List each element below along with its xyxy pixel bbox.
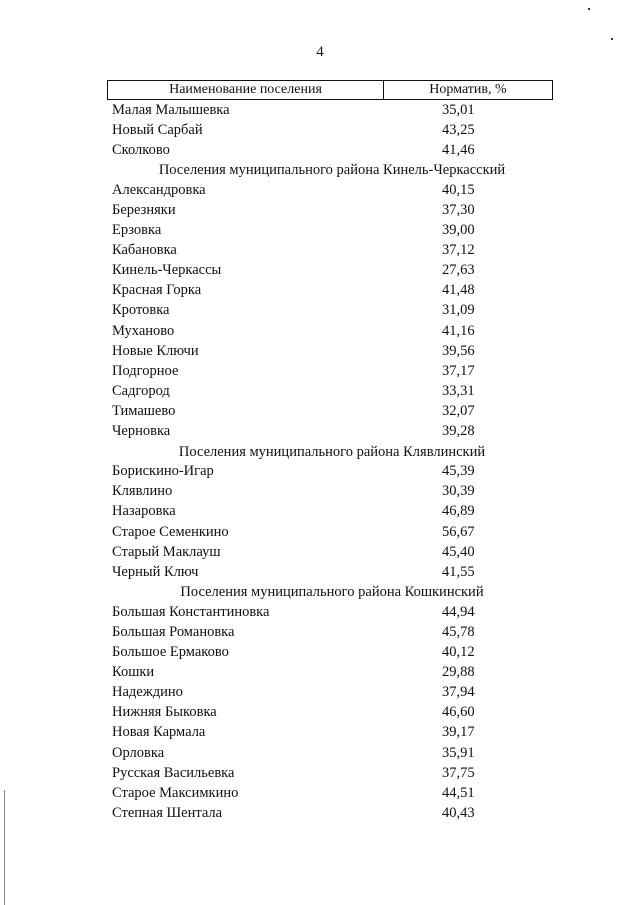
- section-heading: Поселения муниципального района Кошкинский: [180, 584, 484, 601]
- norm-value: 35,01: [442, 101, 475, 118]
- norm-value: 41,55: [442, 563, 475, 580]
- scan-speck: [611, 38, 613, 40]
- table-row: [112, 140, 552, 160]
- table-row: [112, 743, 552, 763]
- settlement-name: Кинель-Черкассы: [112, 262, 222, 279]
- norm-value: 30,39: [442, 483, 475, 500]
- norm-value: 37,12: [442, 242, 475, 259]
- settlement-name: Черный Ключ: [112, 563, 199, 580]
- table-row: [112, 100, 552, 120]
- settlement-name: Сколково: [112, 141, 170, 158]
- settlement-name: Клявлино: [112, 483, 173, 500]
- table-row: [112, 562, 552, 582]
- norm-value: 44,51: [442, 784, 475, 801]
- table-row: [112, 522, 552, 542]
- table-row: [112, 180, 552, 200]
- table-row: [112, 361, 552, 381]
- norm-value: 37,30: [442, 202, 475, 219]
- table-row: [112, 502, 552, 522]
- settlement-name: Старое Максимкино: [112, 784, 239, 801]
- norm-value: 35,91: [442, 744, 475, 761]
- settlement-name: Большое Ермаково: [112, 644, 229, 661]
- norm-value: 29,88: [442, 664, 475, 681]
- settlement-name: Александровка: [112, 181, 206, 198]
- table-body: [112, 100, 552, 823]
- settlement-name: Черновка: [112, 423, 171, 440]
- settlement-name: Новый Сарбай: [112, 121, 203, 138]
- norm-value: 37,75: [442, 764, 475, 781]
- settlement-name: Кротовка: [112, 302, 170, 319]
- table-row: [112, 381, 552, 401]
- settlement-name: Старый Маклауш: [112, 543, 221, 560]
- norm-value: 39,28: [442, 423, 475, 440]
- settlement-name: Большая Романовка: [112, 623, 235, 640]
- norm-value: 41,46: [442, 141, 475, 158]
- norm-value: 27,63: [442, 262, 475, 279]
- norm-value: 45,78: [442, 623, 475, 640]
- settlement-name: Малая Малышевка: [112, 101, 230, 118]
- norm-value: 46,60: [442, 704, 475, 721]
- table-row: [112, 542, 552, 562]
- settlement-name: Нижняя Быковка: [112, 704, 217, 721]
- table-row: [112, 783, 552, 803]
- table-row: [112, 643, 552, 663]
- settlement-name: Ерзовка: [112, 222, 162, 239]
- settlement-name: Новая Кармала: [112, 724, 206, 741]
- table-row: [112, 261, 552, 281]
- table-row: [112, 281, 552, 301]
- table-row: [112, 120, 552, 140]
- table-row: [112, 622, 552, 642]
- table-row: [112, 200, 552, 220]
- norm-value: 45,39: [442, 463, 475, 480]
- table-row: [112, 341, 552, 361]
- norm-value: 33,31: [442, 382, 475, 399]
- settlement-name: Кошки: [112, 664, 155, 681]
- norm-value: 43,25: [442, 121, 475, 138]
- table-row: [112, 723, 552, 743]
- settlement-name: Орловка: [112, 744, 165, 761]
- norm-value: 46,89: [442, 503, 475, 520]
- norm-value: 39,00: [442, 222, 475, 239]
- norm-value: 45,40: [442, 543, 475, 560]
- norm-value: 40,12: [442, 644, 475, 661]
- settlement-name: Большая Константиновка: [112, 603, 270, 620]
- table-row: [112, 482, 552, 502]
- settlement-name: Назаровка: [112, 503, 176, 520]
- settlement-name: Садгород: [112, 382, 170, 399]
- norm-value: 37,17: [442, 362, 475, 379]
- table-row: [112, 321, 552, 341]
- settlement-name: Степная Шентала: [112, 804, 223, 821]
- scan-speck: [588, 8, 590, 10]
- section-heading: Поселения муниципального района Клявлинский: [178, 443, 486, 460]
- norm-value: 39,56: [442, 342, 475, 359]
- table-row: [112, 301, 552, 321]
- table-header: [107, 80, 553, 100]
- norm-value: 41,48: [442, 282, 475, 299]
- norm-value: 40,43: [442, 804, 475, 821]
- settlement-name: Борискино-Игар: [112, 463, 214, 480]
- column-header-name: Наименование поселения: [108, 81, 384, 99]
- norm-value: 40,15: [442, 181, 475, 198]
- table-row: [112, 763, 552, 783]
- norm-value: 56,67: [442, 523, 475, 540]
- norm-value: 32,07: [442, 402, 475, 419]
- column-header-norm: Норматив, %: [429, 82, 507, 97]
- norm-value: 39,17: [442, 724, 475, 741]
- scan-edge: [4, 790, 5, 905]
- settlement-name: Подгорное: [112, 362, 179, 379]
- norm-value: 37,94: [442, 684, 475, 701]
- settlement-name: Надеждино: [112, 684, 183, 701]
- settlement-name: Новые Ключи: [112, 342, 199, 359]
- norm-value: 41,16: [442, 322, 475, 339]
- settlement-name: Кабановка: [112, 242, 177, 259]
- table-row: [112, 422, 552, 442]
- section-heading: Поселения муниципального района Кинель-Черкасский: [158, 162, 506, 179]
- table-row: [112, 683, 552, 703]
- settlement-name: Муханово: [112, 322, 175, 339]
- table-row: [112, 602, 552, 622]
- settlement-name: Русская Васильевка: [112, 764, 235, 781]
- table-row: [112, 221, 552, 241]
- table-row: [112, 663, 552, 683]
- norm-value: 44,94: [442, 603, 475, 620]
- page-number: 4: [316, 44, 324, 60]
- settlement-name: Тимашево: [112, 402, 176, 419]
- table-row: [112, 401, 552, 421]
- table-row: [112, 803, 552, 823]
- norm-value: 31,09: [442, 302, 475, 319]
- table-row: [112, 462, 552, 482]
- table-row: [112, 241, 552, 261]
- settlement-name: Старое Семенкино: [112, 523, 229, 540]
- settlement-name: Красная Горка: [112, 282, 202, 299]
- table-row: [112, 703, 552, 723]
- settlement-name: Березняки: [112, 202, 176, 219]
